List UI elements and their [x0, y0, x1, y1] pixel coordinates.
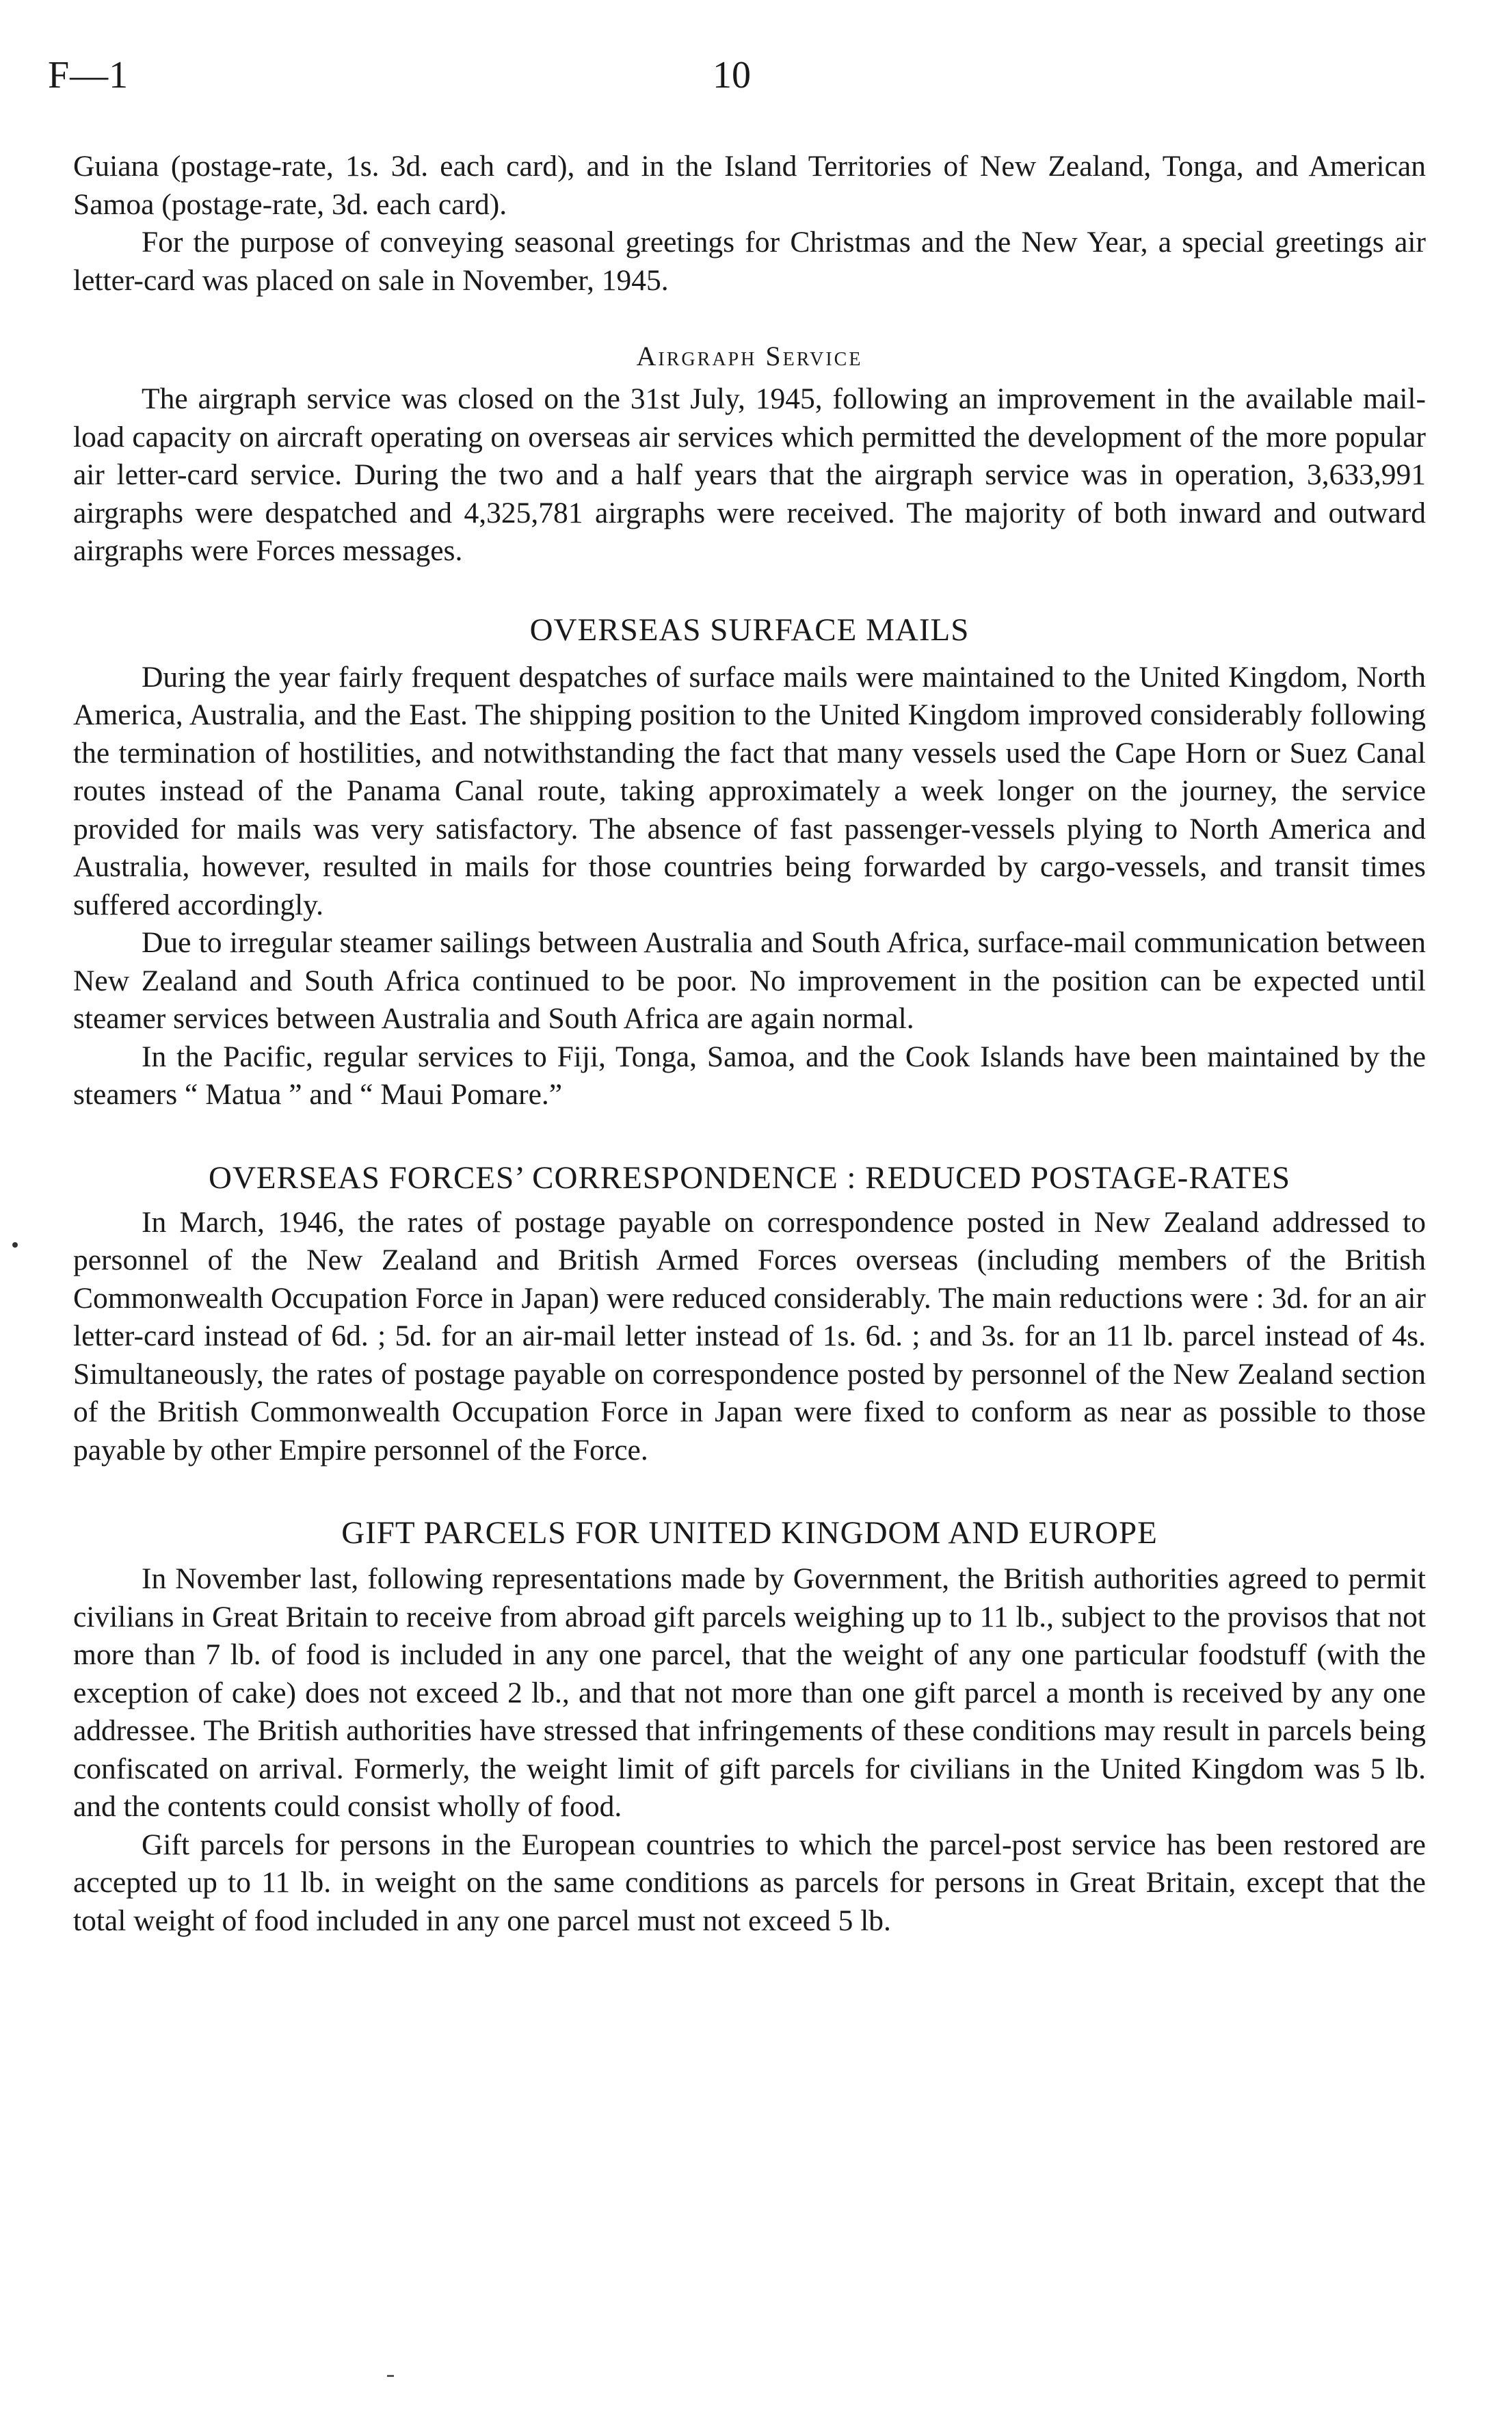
- margin-mark: [12, 1242, 18, 1248]
- document-code: F—1: [48, 54, 129, 96]
- surface-mails-paragraph: During the year fairly frequent despatches of surface mails were maintained to the United Kingdom, North America, Australia, and the East. The shipping position to the United Kingdom improved considerably following the termination of hostilities, and notwithstanding the fact that many vessels used the Cape Horn or Suez Canal routes instead of the Panama Canal route, taking approximately a week longer on the journey, the service provided for mails was very satisfactory. The absence of fast passenger-vessels plying to North America and Australia, however, resulted in mails for those countries being forwarded by cargo-vessels, and transit times suffered accordingly.: [73, 660, 1426, 921]
- intro-paragraph: For the purpose of conveying seasonal greetings for Christmas and the New Year, a special greetings air letter-card was placed on sale in November, 1945.: [73, 226, 1426, 297]
- section-heading-forces-correspondence: OVERSEAS FORCES’ CORRESPONDENCE : REDUCED POSTAGE-RATES: [209, 1159, 1290, 1196]
- page-header: [41, 53, 1422, 108]
- gift-parcels-paragraph: Gift parcels for persons in the European countries to which the parcel-post service has been restored are accepted up to 11 lb. in weight on the same conditions as parcels for persons in Great Britain, except that the total weight of food included in any one parcel must not exceed 5 lb.: [73, 1828, 1426, 1937]
- intro-paragraph-continued: Guiana (postage-rate, 1s. 3d. each card), and in the Island Territories of New Zealand, Tonga, and American Samoa (postage-rate, 3d. each card).: [73, 150, 1426, 221]
- airgraph-paragraph: The airgraph service was closed on the 31st July, 1945, following an improvement in the available mail-load capacity on aircraft operating on overseas air services which permitted the development of the more popular air letter-card service. During the two and a half years that the airgraph service was in operation, 3,633,991 airgraphs were despatched and 4,325,781 airgraphs were received. The majority of both inward and outward airgraphs were Forces messages.: [73, 382, 1426, 567]
- section-heading-gift-parcels: GIFT PARCELS FOR UNITED KINGDOM AND EUROPE: [341, 1515, 1158, 1551]
- footer-mark: [387, 2375, 394, 2377]
- page-number: 10: [713, 54, 751, 96]
- gift-parcels-paragraph: In November last, following representations made by Government, the British authorities agreed to permit civilians in Great Britain to receive from abroad gift parcels weighing up to 11 lb., subject to the provisos that not more than 7 lb. of food is included in any one parcel, that the weight of any one particular foodstuff (with the exception of cake) does not exceed 2 lb., and that not more than one gift parcel a month is received by any one addressee. The British authorities have stressed that infringements of these conditions may result in parcels being confiscated on arrival. Formerly, the weight limit of gift parcels for civilians in the United Kingdom was 5 lb. and the contents could consist wholly of food.: [73, 1562, 1426, 1823]
- surface-mails-paragraph: Due to irregular steamer sailings between Australia and South Africa, surface-mail communication between New Zealand and South Africa continued to be poor. No improvement in the position can be expected until steamer services between Australia and South Africa are again normal.: [73, 926, 1426, 1035]
- section-heading-airgraph: Airgraph Service: [636, 341, 863, 371]
- surface-mails-paragraph: In the Pacific, regular services to Fiji, Tonga, Samoa, and the Cook Islands have been maintained by the steamers “ Matua ” and “ Maui Pomare.”: [73, 1040, 1426, 1111]
- section-heading-surface-mails: OVERSEAS SURFACE MAILS: [529, 612, 970, 648]
- page-body: [73, 148, 1426, 1940]
- forces-paragraph: In March, 1946, the rates of postage payable on correspondence posted in New Zealand addressed to personnel of the New Zealand and British Armed Forces overseas (including members of the British Commonwealth Occupation Force in Japan) were reduced considerably. The main reductions were : 3d. for an air letter-card instead of 6d. ; 5d. for an air-mail letter instead of 1s. 6d. ; and 3s. for an 11 lb. parcel instead of 4s. Simultaneously, the rates of postage payable on correspondence posted by personnel of the New Zealand section of the British Commonwealth Occupation Force in Japan were fixed to conform as near as possible to those payable by other Empire personnel of the Force.: [73, 1205, 1426, 1467]
